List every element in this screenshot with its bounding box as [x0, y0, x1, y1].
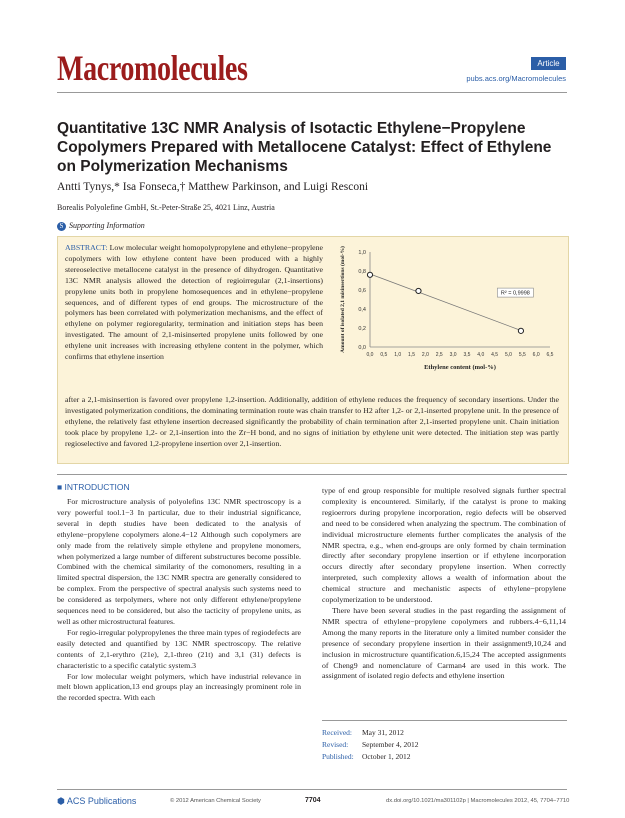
x-axis-label: Ethylene content (mol-%) [424, 364, 496, 371]
dates-rule [322, 720, 567, 721]
x-tick-label: 5,0 [504, 352, 512, 358]
publisher-logo: ⬢ ACS Publications [57, 796, 137, 806]
journal-url[interactable]: pubs.acs.org/Macromolecules [466, 74, 566, 83]
acs-hex-icon: ⬢ [57, 796, 67, 806]
paragraph: For microstructure analysis of polyolefins 13C NMR spectroscopy is a very powerful tool.1−3 In particular, due to their industrial significance, several in depth studies have been dedicated to the analysis of ethylene−propylene copolymers alone.4−12 Although such copolymers are only made from the relatively simple ethylene and propylene monomers, when polymerized a large number of different substructures become possible. Combined with the chemical similarity of the comonomers, resulting in a limited spectral dispersion, the 13C NMR spectra are generally considered to be complex. From the perspective of spectral analysis such systems need to be considered as terpolymers, where not only different ethylene/propylene sequences need to be considered, but also the tacticity of propylene units, as well as other microstructural features. [57, 497, 301, 626]
x-tick-label: 0,5 [380, 352, 388, 358]
intro-rule [57, 474, 567, 475]
right-column [322, 486, 566, 682]
received-row: Received: May 31, 2012 [322, 728, 404, 737]
copyright: © 2012 American Chemical Society [170, 798, 261, 804]
abstract-text-2: after a 2,1-misinsertion is favored over propylene 1,2-insertion. Additionally, addition of ethylene reduces the frequency of secondary insertions. Under the investigated polymerization conditions, the dominating termination route was chain transfer to H2 after 1,2- or 2,1-inserted propylene unit. In the presence of ethylene, the relatively fast ethylene insertion decreased significantly the probability of chain termination after 2,1-inserted propylene unit. Chain initiation took place by propylene 1,2- or 2,1-insertion into the Zr−H bond, and no signs of initiation by ethylene unit were detected. The initiation step was partly regioselective and favored 1,2-propylene insertion over 2,1-insertion. [65, 395, 559, 448]
header-rule [57, 92, 567, 93]
section-heading-text: INTRODUCTION [64, 482, 130, 492]
supporting-info-label: Supporting Information [69, 221, 145, 230]
abstract-label: ABSTRACT: [65, 243, 108, 252]
article-title: Quantitative 13C NMR Analysis of Isotactic Ethylene−Propylene Copolymers Prepared with Metallocene Catalyst: Effect of Ethylene on Polymerization Mechanisms [57, 120, 552, 175]
toc-chart [330, 244, 562, 379]
r2-annotation: R² = 0,9998 [500, 290, 530, 297]
left-column [57, 497, 301, 704]
y-tick-label: 0,4 [358, 307, 366, 313]
x-tick-label: 2,5 [435, 352, 443, 358]
abstract-text-1: Low molecular weight homopolypropylene and ethylene−propylene copolymers with low ethylene content have been produced with a highly stereoselective metallocene catalyst in the presence of dihydrogen. Quantitative 13C NMR analysis allowed the detection of regioirregular (2,1-insertions) propylene units both in propylene homosequences and in ethylene−propylene sequences, and of different types of end groups. The microstructure of the polymers has been correlated with polymerization mechanisms, and the effect of ethylene on polymer regioregularity, termination and initiation steps has been investigated. The amount of 2,1-misinserted propylene units followed by one ethylene unit increases with increasing ethylene content in the polymer, which confirms that ethylene insertion [65, 243, 323, 362]
paragraph: There have been several studies in the past regarding the assignment of NMR spectra of ethylene−propylene copolymers and rubbers.4−6,11,14 Among the many reports in the literature only a limited number consider the presence of secondary propylene insertion in their assignment9,10,24 and inclusion in microstructure quantification.6,15,24 The accepted assignments of Cheng9 and nomenclature of Carman4 are used in this work. The assignment of isolated regio defects and ethylene insertion [322, 605, 566, 681]
page-number: 7704 [305, 797, 321, 804]
y-tick-label: 0,0 [358, 345, 366, 351]
x-tick-label: 4,5 [491, 352, 499, 358]
y-axis-label: Amount of isolated 2,1 misinsertions (mol-%) [340, 246, 346, 353]
footer-rule [57, 789, 567, 790]
x-tick-label: 5,5 [518, 352, 526, 358]
x-tick-label: 3,5 [463, 352, 471, 358]
authors: Antti Tynys,* Isa Fonseca,† Matthew Parkinson, and Luigi Resconi [57, 181, 369, 193]
affiliation: Borealis Polyolefine GmbH, St.-Peter-Straße 25, 4021 Linz, Austria [57, 203, 275, 212]
x-tick-label: 4,0 [477, 352, 485, 358]
published-row: Published: October 1, 2012 [322, 752, 411, 761]
y-tick-label: 0,6 [358, 288, 366, 294]
x-tick-label: 3,0 [449, 352, 457, 358]
paragraph: type of end group responsible for multiple resolved signals further spectral complexity is encountered. Similarly, if the catalyst is prone to making regioerrors during propylene incorporation, regio defects will be observed and need to be considered when analyzing the spectrum. The combination of individual microstructure elements further complicates the analysis of the NMR spectra, e.g., when end-groups are only formed by chain termination directly after secondary propylene insertion or if ethylene incorporation occurs directly after secondary propylene insertion. When correctly interpreted, such complexity allows a wealth of information about the chemical structure and mechanistic aspects of ethylene−propylene copolymerization to be understood. [322, 486, 566, 605]
supporting-info-link[interactable] [57, 221, 145, 231]
revised-row: Revised: September 4, 2012 [322, 740, 419, 749]
x-tick-label: 2,0 [421, 352, 429, 358]
supporting-info-icon: S [57, 222, 66, 231]
paragraph: For low molecular weight polymers, which have industrial relevance in melt blown application,13 end groups play an increasingly prominent role in the recorded spectra. With each [57, 671, 301, 703]
paragraph: For regio-irregular polypropylenes the three main types of regiodefects are easily detected and quantified by 13C NMR spectroscopy. The relative contents of 2,1-erythro (21e), 2,1-threo (21t) and 3,1 (31) defects is characteristic to a specific catalytic system.3 [57, 627, 301, 670]
y-tick-label: 0,2 [358, 326, 366, 332]
x-tick-label: 0,0 [366, 352, 374, 358]
data-point [367, 272, 372, 277]
x-tick-label: 1,0 [394, 352, 402, 358]
doi[interactable]: dx.doi.org/10.1021/ma301102p | Macromolecules 2012, 45, 7704−7710 [386, 798, 570, 804]
y-tick-label: 0,8 [358, 269, 366, 275]
journal-logo: Macromolecules [57, 48, 248, 88]
x-tick-label: 6,5 [546, 352, 554, 358]
article-type-badge: Article [531, 57, 566, 70]
data-point [416, 288, 421, 293]
x-tick-label: 6,0 [532, 352, 540, 358]
x-tick-label: 1,5 [408, 352, 416, 358]
abstract-part1 [65, 243, 323, 363]
section-heading [57, 482, 130, 492]
y-tick-label: 1,0 [358, 250, 366, 256]
section-bullet-icon: ■ [57, 482, 65, 492]
trendline [370, 274, 521, 330]
history-dates [322, 727, 418, 763]
data-point [518, 328, 523, 333]
